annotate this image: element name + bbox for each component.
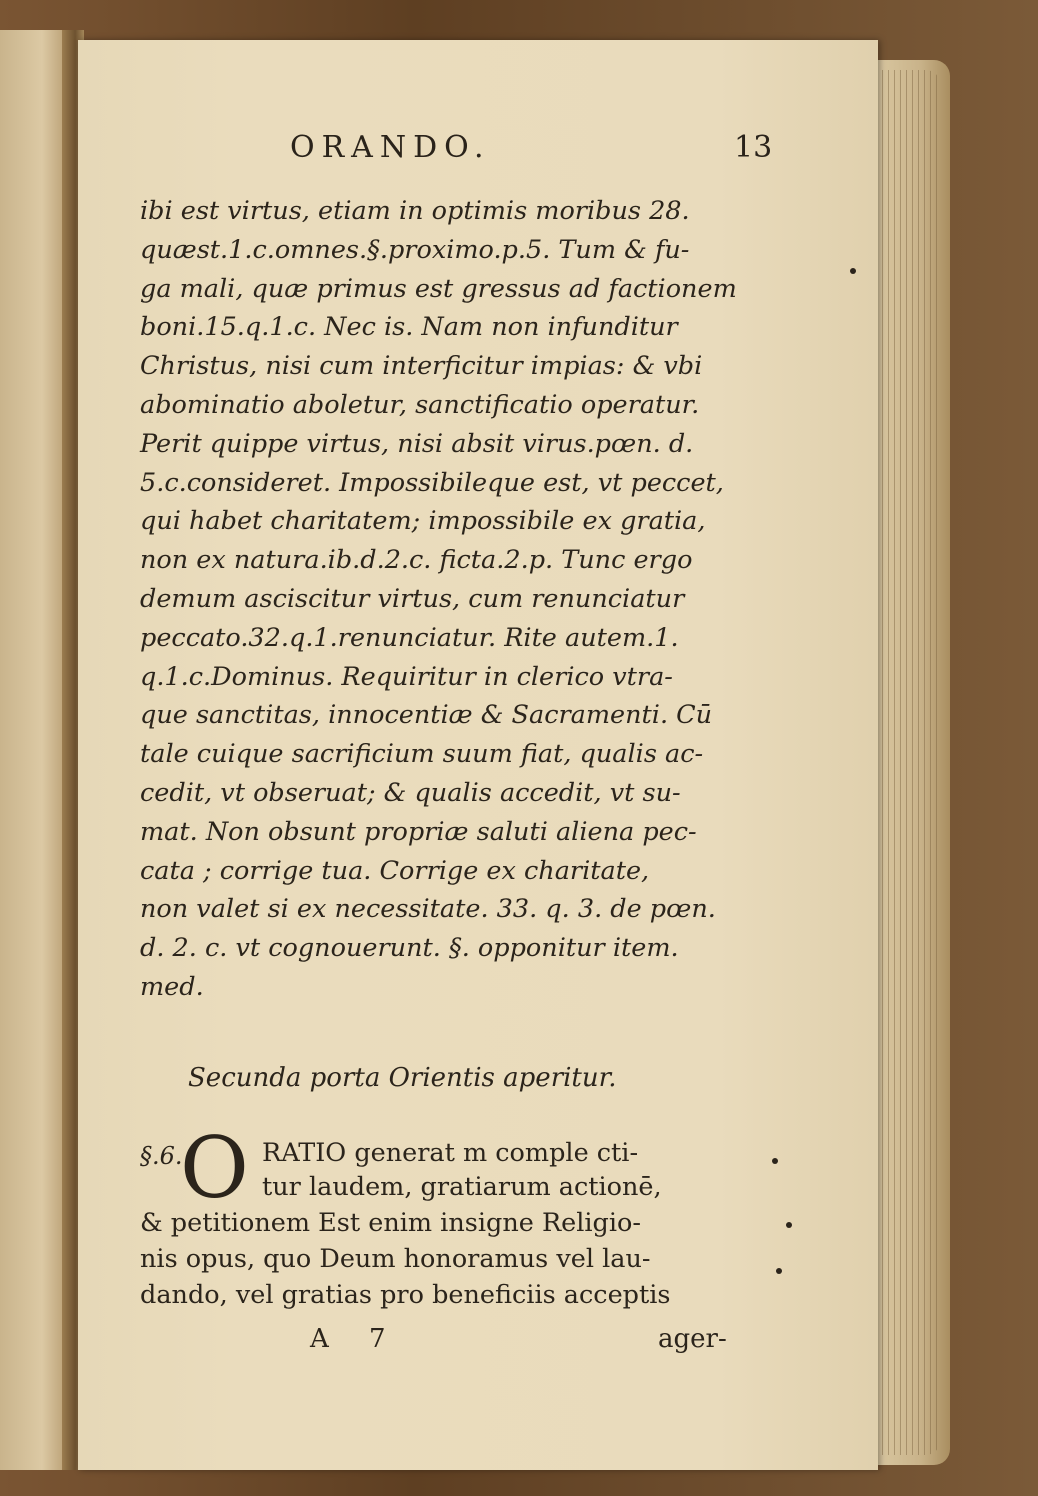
signature-mark: A 7 — [310, 1324, 402, 1354]
text-line: non ex natura.ib.d.2.c. ficta.2.p. Tunc ergo — [140, 545, 693, 576]
page-header — [290, 122, 790, 178]
text-line: quæst.1.c.omnes.§.proximo.p.5. Tum & fu- — [140, 234, 690, 265]
text-line: q.1.c.Dominus. Requiritur in clerico vtra- — [140, 661, 673, 692]
text-line: 5.c.consideret. Impossibileque est, vt peccet, — [140, 467, 724, 498]
text-line: cata ; corrige tua. Corrige ex charitate, — [140, 855, 650, 886]
text-line: Christus, nisi cum interficitur impias: & vbi — [140, 351, 703, 382]
text-line: que sanctitas, innocentiæ & Sacramenti. Cū — [140, 700, 713, 731]
paragraph-line: nis opus, quo Deum honoramus vel lau- — [140, 1244, 651, 1274]
drop-cap: O — [180, 1119, 249, 1217]
margin-dot — [786, 1222, 792, 1228]
page-number: 13 — [734, 130, 773, 165]
text-line: tale cuique sacrificium suum fiat, qualis ac- — [140, 739, 704, 770]
paragraph-line: tur laudem, gratiarum actionē, — [262, 1172, 662, 1202]
text-line: ga mali, quæ primus est gressus ad factionem — [140, 273, 737, 304]
text-line: ibi est virtus, etiam in optimis moribus 28. — [140, 196, 690, 226]
section-heading: Secunda porta Orientis aperitur. — [188, 1063, 617, 1093]
text-line: boni.15.q.1.c. Nec is. Nam non infunditur — [140, 312, 678, 343]
text-line: demum asciscitur virtus, cum renunciatur — [140, 583, 685, 614]
paragraph-line: RATIO generat m comple cti- — [262, 1138, 639, 1168]
margin-dot — [776, 1268, 782, 1274]
text-line: mat. Non obsunt propriæ saluti aliena pec- — [140, 816, 697, 847]
margin-dot — [772, 1158, 778, 1164]
text-line: d. 2. c. vt cognouerunt. §. opponitur item. — [140, 933, 679, 964]
section-mark: §.6. — [140, 1142, 183, 1170]
margin-dot — [850, 268, 856, 274]
catchword: ager- — [658, 1324, 727, 1354]
text-line: non valet si ex necessitate. 33. q. 3. de pœn. — [140, 894, 716, 925]
text-line: abominatio aboletur, sanctificatio operatur. — [140, 389, 700, 420]
running-head: ORANDO. — [290, 130, 491, 165]
paragraph-line: & petitionem Est enim insigne Religio- — [140, 1208, 641, 1238]
text-line: qui habet charitatem; impossibile ex gratia, — [140, 506, 706, 537]
text-line: med. — [140, 971, 204, 1002]
text-line: peccato.32.q.1.renunciatur. Rite autem.1. — [140, 622, 679, 653]
text-line: Perit quippe virtus, nisi absit virus.pœn. d. — [140, 428, 694, 459]
paragraph-line: dando, vel gratias pro beneficiis acceptis — [140, 1280, 671, 1310]
body-text — [140, 192, 780, 1007]
text-line: cedit, vt obseruat; & qualis accedit, vt su- — [140, 777, 681, 808]
